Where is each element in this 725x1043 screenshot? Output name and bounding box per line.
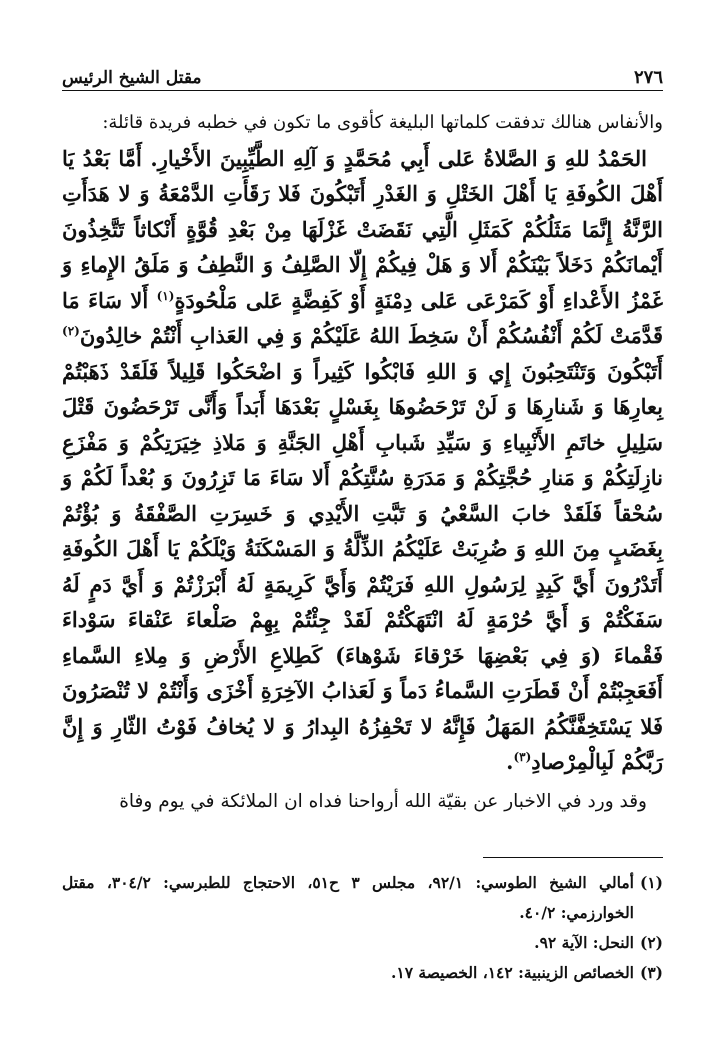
footnote-number: (٢) xyxy=(639,933,663,952)
sermon-end-mark: . xyxy=(506,749,514,774)
footnote-text: الخصائص الزينبية: ١٤٢، الخصيصة ١٧. xyxy=(390,963,634,982)
footnote-1 xyxy=(62,868,663,928)
closing-paragraph: وقد ورد في الاخبار عن بقيّة الله أرواحنا فداه ان الملائكة في يوم وفاة xyxy=(119,790,647,812)
footnote-reference-1: (١) xyxy=(156,288,175,303)
sermon-text-part-1: الحَمْدُ للهِ وَ الصَّلاةُ عَلى أَبِي مُحَمَّدٍ وَ آلِهِ الطَّيِّبِينَ الأَخْيارِ. أَمَّا بَعْدُ يَا أَهْلَ الكُوفَةِ يَا أَهْلَ الخَتْلِ وَ الغَدْرِ أَتَبْكُونَ فَلا رَقَأَتِ الدَّمْعَةُ وَ لا هَدَأَتِ الرَّنَّةُ إِنَّمَا مَثَلُكُمْ كَمَثَلِ الَّتِي نَقَضَتْ غَزْلَهَا مِنْ بَعْدِ قُوَّةٍ أَنْكاثاً تَتَّخِذُونَ أَيْمانَكُمْ دَخَلاً بَيْنَكُمْ أَلا وَ هَلْ فِيكُمْ إِلّا الصَّلِفُ وَ النَّطِفُ وَ مَلَقُ الإِماءِ وَ غَمْزُ الأَعْداءِ أَوْ كَمَرْعَى عَلى دِمْنَةٍ أَوْ كَفِضَّةٍ عَلى مَلْحُودَةٍ xyxy=(62,145,663,313)
book-page xyxy=(62,58,663,1008)
intro-paragraph: والأنفاس هنالك تدفقت كلماتها البليغة كأقوى ما تكون في خطبه فريدة قائلة: xyxy=(102,112,663,133)
footnote-number: (١) xyxy=(639,873,663,892)
footnote-reference-2: (٢) xyxy=(62,324,80,338)
footnote-text: النحل: الآية ٩٢. xyxy=(534,933,634,952)
sermon-paragraph xyxy=(62,141,663,780)
footnote-2 xyxy=(62,928,663,958)
running-title: مقتل الشيخ الرئيس xyxy=(62,68,202,88)
footnote-number: (٣) xyxy=(639,963,663,982)
footnotes-section xyxy=(62,868,663,988)
sermon-text-part-3: أَتَبْكُونَ وَتَنْتَحِبُونَ إِي وَ اللهِ فَابْكُوا كَثِيراً وَ اضْحَكُوا قَلِيلاً فَلَقَدْ ذَهَبْتُمْ بِعارِهَا وَ شَنارِهَا وَ لَنْ تَرْحَضُوهَا بِغَسْلٍ بَعْدَهَا أَبَداً وَأَنَّى تَرْحَضُونَ قَتْلَ سَلِيلِ خاتَمِ الأَنْبِياءِ وَ سَيِّدِ شَبابِ أَهْلِ الجَنَّةِ وَ مَلاذِ خِيَرَتِكُمْ وَ مَفْزَعِ نازِلَتِكُمْ وَ مَنارِ حُجَّتِكُمْ وَ مَدَرَةِ سُنَّتِكُمْ أَلا سَاءَ مَا تَزِرُونَ وَ بُعْداً لَكُمْ وَ سُحْقاً فَلَقَدْ خابَ السَّعْيُ وَ تَبَّتِ الأَيْدِي وَ خَسِرَتِ الصَّفْقَةُ وَ بُؤْتُمْ بِغَضَبٍ مِنَ اللهِ وَ ضُرِبَتْ عَلَيْكُمُ الذِّلَّةُ وَ المَسْكَنَةُ وَيْلَكُمْ يَا أَهْلَ الكُوفَةِ أَتَدْرُونَ أَيَّ كَبِدٍ لِرَسُولِ اللهِ فَرَيْتُمْ وَأَيَّ كَرِيمَةٍ لَهُ أَبْرَزْتُمْ وَ أَيَّ دَمٍ لَهُ سَفَكْتُمْ وَ أَيَّ حُرْمَةٍ لَهُ انْتَهَكْتُمْ لَقَدْ جِئْتُمْ بِهِمْ صَلْعاءَ عَنْقاءَ سَوْداءَ فَقْماءَ (وَ فِي بَعْضِهَا خَرْقاءَ شَوْهاءَ) كَطِلاعِ الأَرْضِ وَ مِلاءِ السَّماءِ أَفَعَجِبْتُمْ أَنْ قَطَرَتِ السَّماءُ دَماً وَ لَعَذابُ الآخِرَةِ أَخْزَى وَأَنْتُمْ لا تُنْصَرُونَ فَلا يَسْتَخِفَّنَّكُمُ المَهَلُ فَإِنَّهُ لا تَحْفِزُهُ البِدارُ وَ لا يُخافُ فَوْتُ الثّارِ وَ إِنَّ رَبَّكُمْ لَبِالْمِرْصادِ xyxy=(62,358,663,774)
page-header xyxy=(62,58,663,91)
footnote-divider xyxy=(483,857,663,858)
sermon-text-part-2: أَلا سَاءَ مَا قَدَّمَتْ لَكُمْ أَنْفُسُكُمْ أَنْ سَخِطَ اللهُ عَلَيْكُمْ وَ فِي العَذابِ أَنْتُمْ خالِدُونَ xyxy=(62,287,663,348)
footnote-3 xyxy=(62,958,663,988)
footnote-reference-3: (٣) xyxy=(513,750,532,764)
footnote-text: أمالي الشيخ الطوسي: ٩٢/١، مجلس ٣ ح٥١، الاحتجاج للطبرسي: ٣٠٤/٢، مقتل الخوارزمي: ٤٠/٢. xyxy=(62,873,634,922)
page-number: ٢٧٦ xyxy=(633,67,663,88)
main-text xyxy=(62,105,663,819)
